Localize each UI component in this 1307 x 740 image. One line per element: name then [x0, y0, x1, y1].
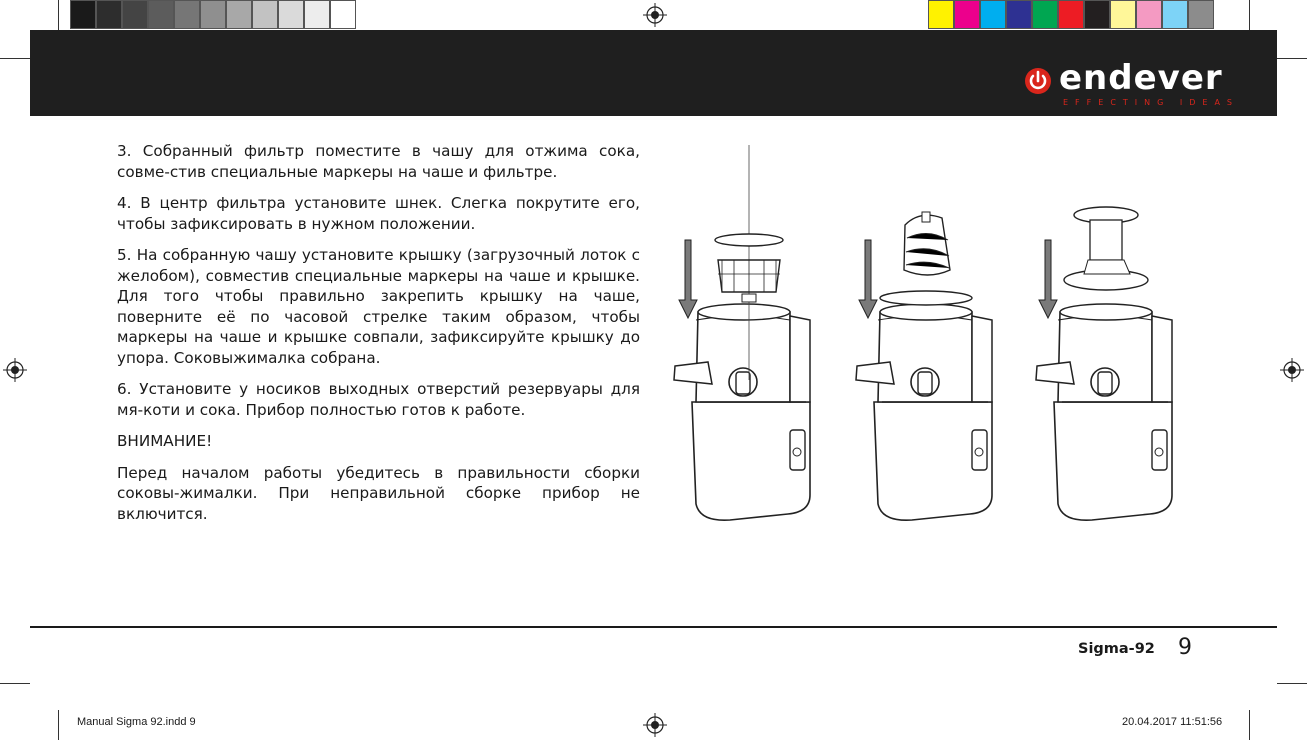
crop-mark [58, 0, 59, 30]
registration-mark-icon [3, 358, 27, 382]
registration-mark-icon [643, 713, 667, 737]
crop-mark [1249, 0, 1250, 30]
color-swatch [70, 0, 96, 29]
color-swatch [1084, 0, 1110, 29]
brand-name: endever [1059, 58, 1223, 98]
crop-mark [58, 710, 59, 740]
crop-mark [1277, 683, 1307, 684]
color-swatch [96, 0, 122, 29]
page-number: 9 [1178, 635, 1192, 660]
slug-file-name: Manual Sigma 92.indd 9 [77, 716, 196, 728]
color-swatch [226, 0, 252, 29]
power-icon [1023, 66, 1053, 96]
color-swatch [1162, 0, 1188, 29]
warning-heading: ВНИМАНИЕ! [117, 432, 213, 450]
color-swatch [148, 0, 174, 29]
assembly-illustration [660, 140, 1210, 530]
step-5-paragraph: 5. На собранную чашу установите крышку (загрузочный лоток с желобом), совместив специальные маркеры на чаше и крышке. Для того чтобы правильно закрепить крышку на чаше, поверните её по часовой стрелке таким образом, чтобы маркеры на чаше и крышке совпали, зафиксируйте крышку до упора. Соковыжималка собрана. [117, 246, 640, 367]
color-swatch [1188, 0, 1214, 29]
color-swatch [200, 0, 226, 29]
model-label: Sigma-92 [1078, 641, 1155, 657]
color-swatch [174, 0, 200, 29]
color-swatch [1136, 0, 1162, 29]
color-swatch [252, 0, 278, 29]
crop-mark [1277, 58, 1307, 59]
color-swatch [1006, 0, 1032, 29]
color-swatch [928, 0, 954, 29]
slug-datetime: 20.04.2017 11:51:56 [1122, 716, 1223, 728]
color-swatch [954, 0, 980, 29]
color-swatch [980, 0, 1006, 29]
color-swatch [122, 0, 148, 29]
footer-rule [30, 626, 1277, 628]
color-swatch [330, 0, 356, 29]
color-swatch [304, 0, 330, 29]
warning-paragraph: Перед началом работы убедитесь в правильности сборки соковы-жималки. При неправильной сборке прибор не включится. [117, 463, 640, 523]
brand-tagline: EFFECTING IDEAS [1063, 98, 1239, 107]
registration-mark-icon [1280, 358, 1304, 382]
instruction-text [117, 141, 640, 535]
color-swatch [278, 0, 304, 29]
crop-mark [0, 58, 30, 59]
registration-mark-icon [643, 3, 667, 27]
color-swatch [1032, 0, 1058, 29]
color-swatch [1058, 0, 1084, 29]
step-4-paragraph: 4. В центр фильтра установите шнек. Слегка покрутите его, чтобы зафиксировать в нужном положении. [117, 194, 640, 233]
color-swatch [1110, 0, 1136, 29]
step-6-paragraph: 6. Установите у носиков выходных отверстий резервуары для мя-коти и сока. Прибор полностью готов к работе. [117, 380, 640, 419]
crop-mark [1249, 710, 1250, 740]
step-3-paragraph: 3. Собранный фильтр поместите в чашу для отжима сока, совме-стив специальные маркеры на чаше и фильтре. [117, 142, 640, 181]
crop-mark [0, 683, 30, 684]
